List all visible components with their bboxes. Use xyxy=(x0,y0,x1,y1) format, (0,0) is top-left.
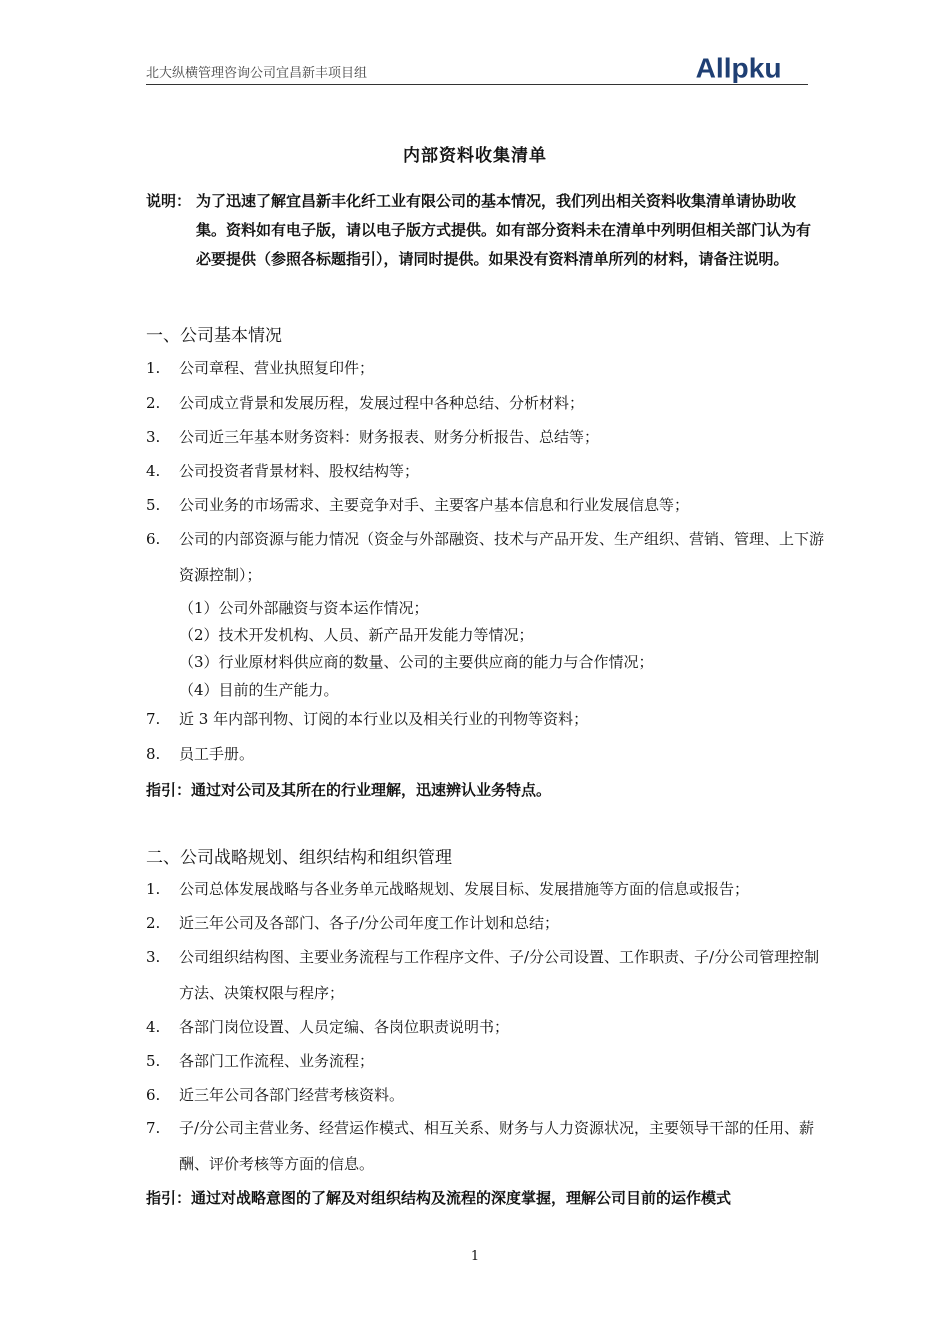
section-heading-1: 一、公司基本情况 xyxy=(146,326,282,346)
list-item: 7. 近 3 年内部刊物、订阅的本行业以及相关行业的刊物等资料； xyxy=(146,710,589,728)
list-item: 4. 各部门岗位设置、人员定编、各岗位职责说明书； xyxy=(146,1018,510,1036)
list-item: 4. 公司投资者背景材料、股权结构等； xyxy=(146,462,420,480)
list-item: 6. 公司的内部资源与能力情况（资金与外部融资、技术与产品开发、生产组织、营销、管理、上下游资源控制）； xyxy=(146,530,825,584)
list-item: 5. 各部门工作流程、业务流程； xyxy=(146,1052,375,1070)
list-item: 3. 公司组织结构图、主要业务流程与工作程序文件、子/分公司设置、工作职责、子/分公司管理控制方法、决策权限与程序； xyxy=(146,948,820,1002)
list-item: 6. 近三年公司各部门经营考核资料。 xyxy=(146,1086,405,1104)
list-item: 8. 员工手册。 xyxy=(146,745,255,763)
sub-item: （1）公司外部融资与资本运作情况； xyxy=(179,599,429,617)
sub-item: （2）技术开发机构、人员、新产品开发能力等情况； xyxy=(179,626,534,644)
allpku-logo xyxy=(692,53,808,83)
logo-text: Allpku xyxy=(695,53,782,83)
list-item: 2. 近三年公司及各部门、各子/分公司年度工作计划和总结； xyxy=(146,914,560,932)
header-rule xyxy=(146,84,808,85)
list-item: 2. 公司成立背景和发展历程，发展过程中各种总结、分析材料； xyxy=(146,394,585,412)
note-lead: 说明： xyxy=(146,192,192,210)
list-item: 5. 公司业务的市场需求、主要竞争对手、主要客户基本信息和行业发展信息等； xyxy=(146,496,690,514)
section-heading-2: 二、公司战略规划、组织结构和组织管理 xyxy=(146,848,452,868)
list-item: 7. 子/分公司主营业务、经营运作模式、相互关系、财务与人力资源状况，主要领导干部的任用、薪酬、评价考核等方面的信息。 xyxy=(146,1119,815,1173)
instruction-note xyxy=(146,187,816,274)
guide-text-2: 指引：通过对战略意图的了解及对组织结构及流程的深度掌握，理解公司目前的运作模式 xyxy=(146,1189,732,1207)
guide-text-1: 指引：通过对公司及其所在的行业理解，迅速辨认业务特点。 xyxy=(146,781,552,799)
list-item: 1. 公司总体发展战略与各业务单元战略规划、发展目标、发展措施等方面的信息或报告； xyxy=(146,880,750,898)
sub-item: （3）行业原材料供应商的数量、公司的主要供应商的能力与合作情况； xyxy=(179,653,654,671)
header-text: 北大纵横管理咨询公司宜昌新丰项目组 xyxy=(146,66,368,81)
note-text: 为了迅速了解宜昌新丰化纤工业有限公司的基本情况，我们列出相关资料收集清单请协助收集。资料如有电子版，请以电子版方式提供。如有部分资料未在清单中列明但相关部门认为有必要提供（参照各标题指引），请同时提供。如果没有资料清单所列的材料，请备注说明。 xyxy=(196,192,812,268)
sub-item: （4）目前的生产能力。 xyxy=(179,681,339,699)
page-number: 1 xyxy=(470,1249,480,1264)
page-title: 内部资料收集清单 xyxy=(403,146,547,166)
list-item: 1. 公司章程、营业执照复印件； xyxy=(146,359,375,377)
list-item: 3. 公司近三年基本财务资料：财务报表、财务分析报告、总结等； xyxy=(146,428,600,446)
